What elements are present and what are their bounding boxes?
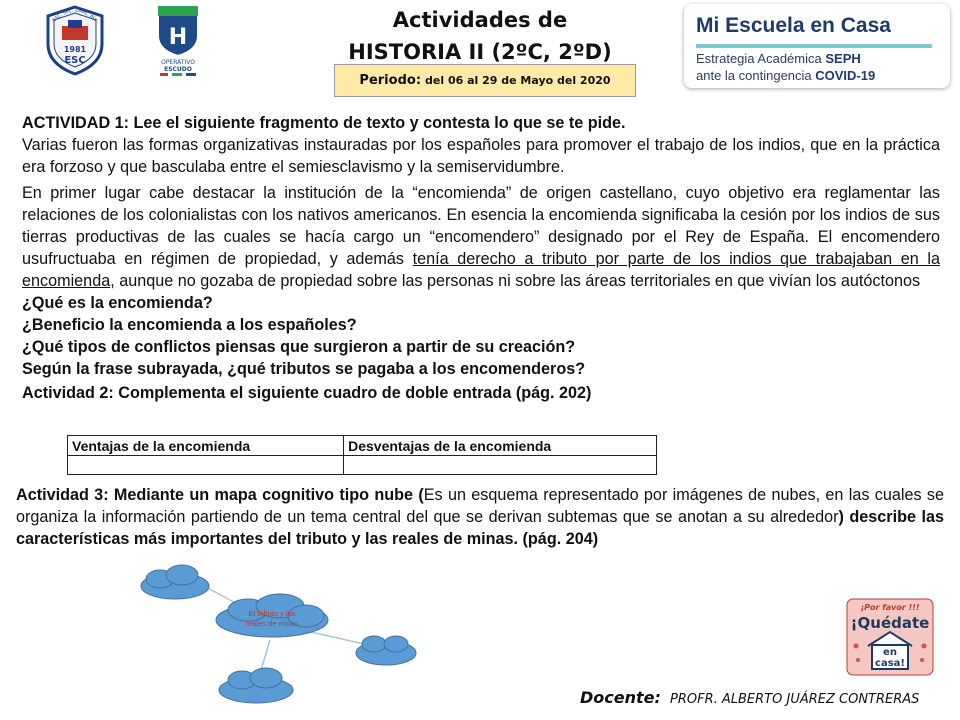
seal-abbr: ESC <box>64 55 86 66</box>
quedate-line-1: ¡Por favor !!! <box>860 603 920 612</box>
act2-title: Actividad 2: Complementa el siguiente cuadro de doble entrada (pág. 202) <box>22 384 592 402</box>
title-line-1: Actividades de <box>392 8 568 32</box>
cloud-top-left <box>141 565 209 599</box>
cloud-bottom <box>219 668 293 703</box>
table-cell-ventajas <box>68 456 344 475</box>
mec-divider <box>696 44 932 48</box>
quedate-line-4: casa! <box>875 658 905 669</box>
act1-paragraph-1: Varias fueron las formas organizativas instauradas por los españoles para promover el trabajo de los indios, que en la práctica era forzoso y que basculaba entre el semiesclavismo y la semiservidumbre. <box>22 136 940 176</box>
escudo-letter: H <box>168 25 188 50</box>
act1-title: ACTIVIDAD 1: Lee el siguiente fragmento de texto y contesta lo que se te pide. <box>22 114 626 132</box>
seal-arc-text: ESC. SEC. GRAL. ALV <box>52 8 98 24</box>
cloud-cognitive-map <box>130 560 450 720</box>
school-seal-logo <box>40 4 110 76</box>
cloud-center-label-1: El tributo y las <box>248 609 296 618</box>
quedate-en-casa-image <box>846 598 934 676</box>
heart-icon <box>856 658 860 662</box>
title-line-2: HISTORIA II (2ºC, 2ºD) <box>348 40 612 64</box>
heart-icon <box>854 644 859 649</box>
periodo-label: Periodo <box>359 73 416 88</box>
question-2: ¿Beneficio la encomienda a los españoles? <box>22 316 357 334</box>
mi-escuela-en-casa-logo <box>684 4 950 88</box>
cloud-center-label-2: reales de minas <box>245 619 299 628</box>
docente-name: PROFR. ALBERTO JUÁREZ CONTRERAS <box>670 692 920 707</box>
escudo-label-top: OPERATIVO <box>161 59 195 66</box>
mec-line-2: ante la contingencia COVID-19 <box>696 68 876 83</box>
escudo-label-bottom: ESCUDO <box>164 66 192 73</box>
table-header-ventajas: Ventajas de la encomienda <box>68 436 344 456</box>
act3-paragraph: Actividad 3: Mediante un mapa cognitivo tipo nube (Es un esquema representado por imágenes de nubes, en las cuales se organiza la información partiendo de un tema central del que se derivan subtemas que se anotan a su alrededor) describe las características más importantes del tributo y las reales de minas. (pág. 204) <box>16 486 944 548</box>
question-4: Según la frase subrayada, ¿qué tributos se pagaba a los encomenderos? <box>22 360 586 378</box>
double-entry-table <box>67 435 657 475</box>
underlined-phrase: tenía derecho a tributo por parte de los indios que trabajaban en la encomienda <box>22 250 940 290</box>
act1-paragraph-2: En primer lugar cabe destacar la institución de la “encomienda” de origen castellano, cuyo objetivo era reglamentar las relaciones de los colonialistas con los nativos americanos. En esencia la encomienda significaba la cesión por los indios de sus tierras productivas de las cuales se hacía cargo un “encomendero” designado por el Rey de España. El encomendero usufructuaba en régimen de propiedad, y además tenía derecho a tributo por parte de los indios que trabajaban en la encomienda, aunque no gozaba de propiedad sobre las personas ni sobre las áreas territoriales en que vivían los autóctonos <box>22 184 940 290</box>
table-header-desventajas: Desventajas de la encomienda <box>344 436 657 456</box>
cloud-right <box>356 636 416 665</box>
mec-line-1: Estrategia Académica SEPH <box>696 51 861 66</box>
periodo-value: del 06 al 29 de Mayo del 2020 <box>425 74 611 87</box>
seal-year: 1981 <box>63 45 87 54</box>
heart-icon <box>922 644 927 649</box>
periodo-box <box>334 64 636 97</box>
quedate-line-3: en <box>883 647 897 658</box>
docente-signature <box>580 688 919 707</box>
quedate-line-2: ¡Quédate <box>850 614 930 632</box>
document-title <box>330 4 630 68</box>
question-1: ¿Qué es la encomienda? <box>22 294 213 312</box>
mec-title: Mi Escuela en Casa <box>696 14 891 37</box>
docente-label: Docente: <box>580 688 661 707</box>
table-cell-desventajas <box>344 456 657 475</box>
activities-content <box>22 112 940 404</box>
periodo-colon: : <box>415 73 422 88</box>
question-3: ¿Qué tipos de conflictos piensas que surgieron a partir de su creación? <box>22 338 576 356</box>
operativo-escudo-logo <box>150 2 206 78</box>
heart-icon <box>920 658 924 662</box>
